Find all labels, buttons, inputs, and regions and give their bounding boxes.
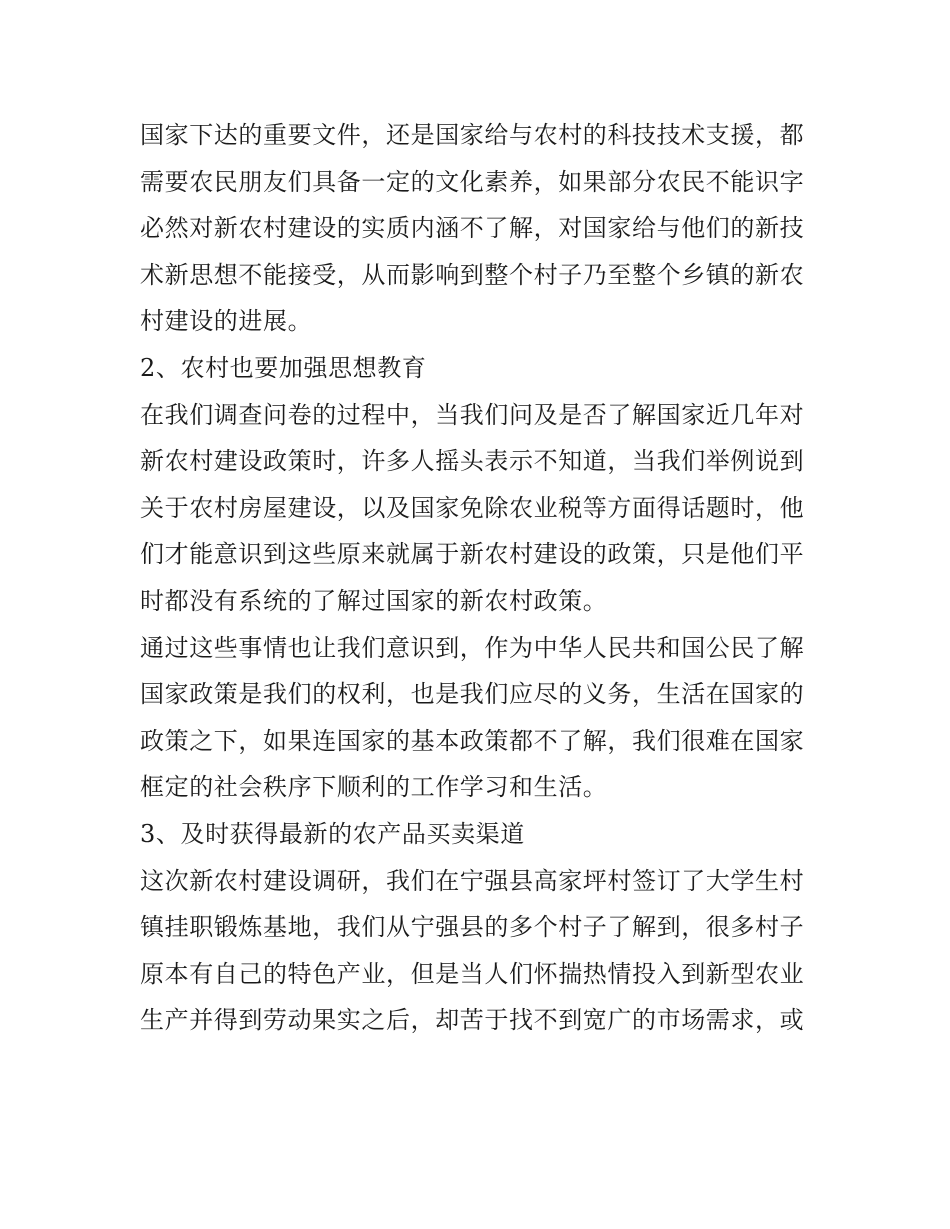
- paragraph-line: 在我们调查问卷的过程中，当我们问及是否了解国家近几年对: [140, 400, 805, 429]
- section-heading: 2、农村也要加强思想教育: [140, 353, 427, 382]
- paragraph-line: 生产并得到劳动果实之后，却苦于找不到宽广的市场需求，或: [140, 1006, 805, 1035]
- paragraph-line: 必然对新农村建设的实质内涵不了解，对国家给与他们的新技: [140, 214, 805, 243]
- paragraph-line: 政策之下，如果连国家的基本政策都不了解，我们很难在国家: [140, 726, 805, 755]
- paragraph-line: 村建设的进展。: [140, 307, 313, 336]
- paragraph-line: 需要农民朋友们具备一定的文化素养，如果部分农民不能识字: [140, 167, 805, 196]
- paragraph-line: 新农村建设政策时，许多人摇头表示不知道，当我们举例说到: [140, 447, 805, 476]
- paragraph-line: 镇挂职锻炼基地，我们从宁强县的多个村子了解到，很多村子: [140, 913, 805, 942]
- paragraph-line: 时都没有系统的了解过国家的新农村政策。: [140, 586, 608, 615]
- paragraph-line: 术新思想不能接受，从而影响到整个村子乃至整个乡镇的新农: [140, 260, 805, 289]
- section-heading: 3、及时获得最新的农产品买卖渠道: [140, 819, 525, 848]
- paragraph-line: 们才能意识到这些原来就属于新农村建设的政策，只是他们平: [140, 540, 805, 569]
- paragraph-line: 国家政策是我们的权利，也是我们应尽的义务，生活在国家的: [140, 680, 805, 709]
- paragraph-line: 关于农村房屋建设，以及国家免除农业税等方面得话题时，他: [140, 493, 805, 522]
- paragraph-line: 原本有自己的特色产业，但是当人们怀揣热情投入到新型农业: [140, 959, 805, 988]
- paragraph-line: 框定的社会秩序下顺利的工作学习和生活。: [140, 773, 608, 802]
- paragraph-line: 国家下达的重要文件，还是国家给与农村的科技技术支援，都: [140, 121, 805, 149]
- document-page: [140, 112, 812, 1044]
- paragraph-line: 通过这些事情也让我们意识到，作为中华人民共和国公民了解: [140, 633, 805, 662]
- paragraph-line: 这次新农村建设调研，我们在宁强县高家坪村签订了大学生村: [140, 866, 805, 895]
